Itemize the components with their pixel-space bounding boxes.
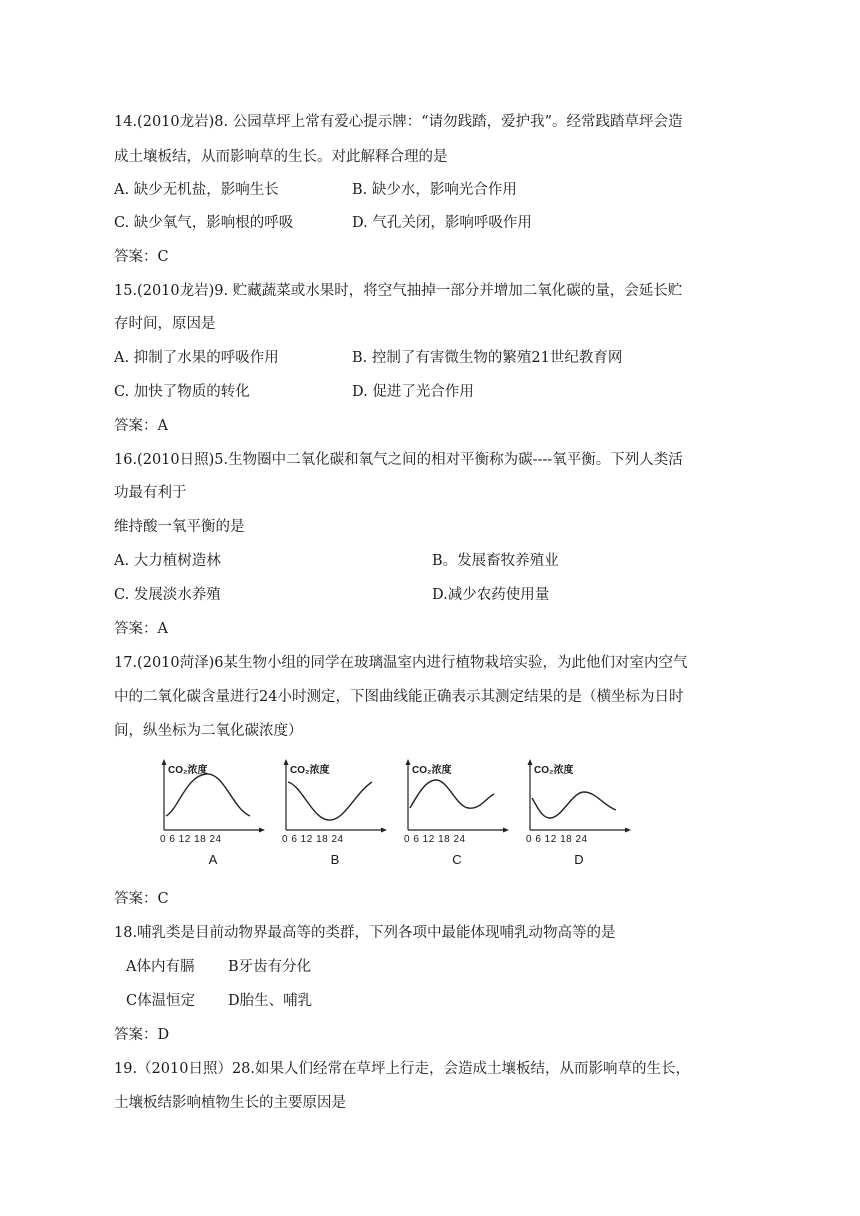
question-14-answer: 答案：C: [114, 249, 169, 265]
question-18-line1: 18.哺乳类是目前动物界最高等的类群，下列各项中最能体现哺乳动物高等的是: [114, 925, 616, 941]
option-b: B。发展畜牧养殖业: [432, 553, 559, 569]
option-c: C. 加快了物质的转化: [114, 384, 250, 400]
co2-figures: [158, 758, 778, 868]
question-15-line2: 存时间，原因是: [114, 316, 216, 332]
question-18-options-row2: [126, 991, 526, 1011]
question-15-answer: 答案：A: [114, 418, 168, 434]
question-15-line1: 15.(2010龙岩)9. 贮藏蔬菜或水果时，将空气抽掉一部分并增加二氧化碳的量，会延长贮: [114, 283, 683, 299]
question-14-options-row1: [114, 180, 734, 200]
question-18-options-row1: [126, 957, 526, 977]
figure-d: [524, 758, 634, 868]
question-15-options-row1: [114, 348, 734, 368]
figure-d-ylabel: CO₂浓度: [534, 765, 574, 776]
question-17-line1: 17.(2010菏泽)6某生物小组的同学在玻璃温室内进行植物栽培实验，为此他们对室内空气: [114, 655, 688, 671]
question-16-answer: 答案：A: [114, 621, 168, 637]
figure-a: [158, 758, 268, 868]
question-16-line1: 16.(2010日照)5.生物圈中二氧化碳和氧气之间的相对平衡称为碳----氧平衡。下列人类活: [114, 452, 683, 468]
option-c: C. 缺少氧气，影响根的呼吸: [114, 215, 294, 231]
question-17-line3: 间，纵坐标为二氧化碳浓度）: [114, 723, 303, 739]
figure-c-ylabel: CO₂浓度: [412, 765, 452, 776]
option-d: D胎生、哺乳: [228, 993, 313, 1009]
option-c: C. 发展淡水养殖: [114, 587, 221, 603]
figure-c-ticks: 0 6 12 18 24: [404, 834, 466, 845]
question-16-line3: 维持酸一氧平衡的是: [114, 519, 245, 535]
question-14-line2: 成土壤板结，从而影响草的生长。对此解释合理的是: [114, 149, 448, 165]
option-a: A. 大力植树造林: [114, 553, 221, 569]
question-17-answer: 答案：C: [114, 891, 169, 907]
option-a: A. 缺少无机盐，影响生长: [114, 182, 279, 198]
option-a: A. 抑制了水果的呼吸作用: [114, 350, 279, 366]
question-18-answer: 答案：D: [114, 1027, 170, 1043]
question-19-line2: 土壤板结影响植物生长的主要原因是: [114, 1095, 346, 1111]
option-b: B. 控制了有害微生物的繁殖21世纪教育网: [352, 350, 623, 366]
option-b: B牙齿有分化: [228, 959, 312, 975]
figure-d-ticks: 0 6 12 18 24: [526, 834, 588, 845]
option-d: D. 促进了光合作用: [352, 384, 474, 400]
figure-b-ticks: 0 6 12 18 24: [282, 834, 344, 845]
question-14-options-row2: [114, 213, 734, 233]
question-14-line1: 14.(2010龙岩)8. 公园草坪上常有爱心提示牌：“请勿践踏，爱护我”。经常践踏草坪会造: [114, 114, 683, 130]
question-19-line1: 19.（2010日照）28.如果人们经常在草坪上行走，会造成土壤板结，从而影响草的生长，: [114, 1061, 691, 1077]
option-d: D.减少农药使用量: [432, 587, 550, 603]
question-16-line2: 功最有利于: [114, 485, 187, 501]
question-17-line2: 中的二氧化碳含量进行24小时测定，下图曲线能正确表示其测定结果的是（横坐标为日时: [114, 689, 684, 705]
option-d: D. 气孔关闭，影响呼吸作用: [352, 215, 532, 231]
figure-c-label: C: [452, 852, 462, 867]
figure-a-ylabel: CO₂浓度: [168, 765, 208, 776]
option-a: A体内有膈: [126, 959, 195, 975]
figure-c: [402, 758, 512, 868]
question-15-options-row2: [114, 382, 734, 402]
figure-b-label: B: [330, 852, 340, 867]
figure-b-ylabel: CO₂浓度: [290, 765, 330, 776]
figure-a-label: A: [208, 852, 218, 867]
option-c: C体温恒定: [126, 993, 196, 1009]
figure-d-label: D: [574, 852, 584, 867]
option-b: B. 缺少水，影响光合作用: [352, 182, 517, 198]
figure-b: [280, 758, 390, 868]
figure-a-ticks: 0 6 12 18 24: [160, 834, 222, 845]
question-16-options-row2: [114, 585, 734, 605]
question-16-options-row1: [114, 551, 734, 571]
